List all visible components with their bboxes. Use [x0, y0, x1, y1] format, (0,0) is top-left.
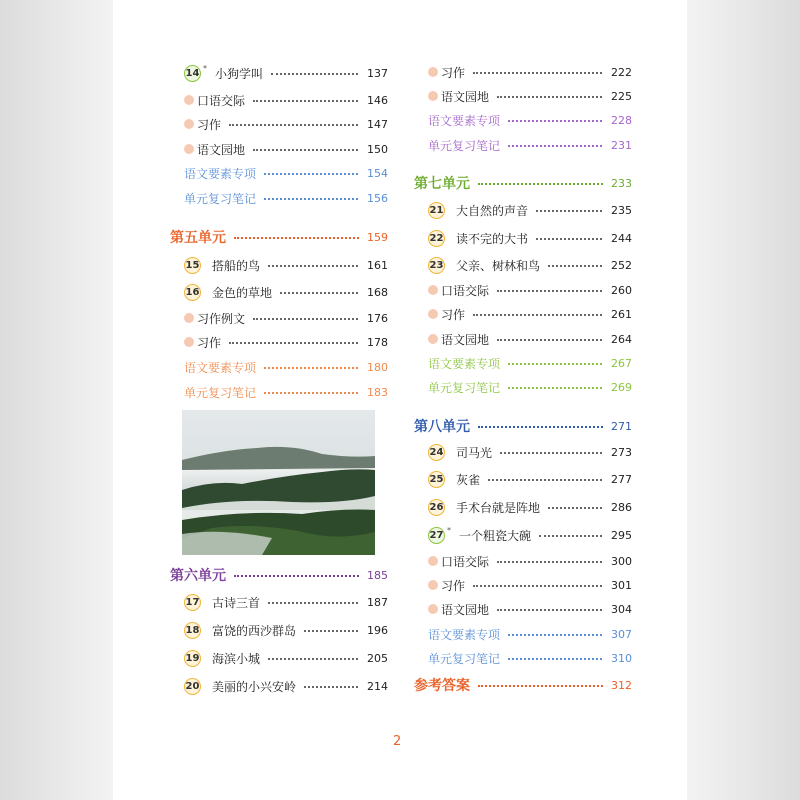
- toc-entry-title: 习作例文: [197, 311, 246, 326]
- toc-entry-title: 语文要素专项: [428, 627, 501, 642]
- toc-entry[interactable]: [428, 201, 632, 219]
- dot-leader: [536, 210, 602, 212]
- toc-page-number: 178: [367, 335, 388, 349]
- toc-entry[interactable]: [184, 115, 388, 133]
- toc-entry[interactable]: [184, 256, 388, 274]
- toc-page-number: 277: [611, 472, 632, 486]
- unit-page-number: 233: [611, 176, 632, 190]
- toc-entry[interactable]: [428, 552, 632, 570]
- toc-page-number: 310: [611, 651, 632, 665]
- toc-entry-special[interactable]: [428, 136, 632, 154]
- toc-entry[interactable]: [184, 621, 388, 639]
- lesson-number-badge: 23: [428, 257, 445, 274]
- toc-entry-title: 习作: [197, 335, 222, 350]
- lesson-number-badge: 26: [428, 499, 445, 516]
- toc-entry[interactable]: [428, 281, 632, 299]
- bullet-dot-icon: [428, 334, 438, 344]
- dot-leader: [497, 561, 602, 563]
- dot-leader: [253, 318, 358, 320]
- toc-entry-title: 一个粗瓷大碗: [459, 528, 532, 543]
- dot-leader: [508, 658, 602, 660]
- toc-page-number: 260: [611, 283, 632, 297]
- toc-entry[interactable]: [428, 443, 632, 461]
- toc-page-number: 183: [367, 385, 388, 399]
- lesson-number-badge: 24: [428, 444, 445, 461]
- dot-leader: [508, 363, 602, 365]
- bullet-dot-icon: [428, 285, 438, 295]
- unit-heading[interactable]: [170, 565, 388, 585]
- toc-page-number: 147: [367, 117, 388, 131]
- dot-leader: [508, 120, 602, 122]
- dot-leader: [508, 387, 602, 389]
- toc-entry-title: 古诗三首: [212, 595, 261, 610]
- toc-entry-title: 父亲、树林和鸟: [456, 258, 541, 273]
- toc-entry-title: 金色的草地: [212, 285, 273, 300]
- dot-leader: [229, 342, 358, 344]
- toc-entry-title: 大自然的声音: [456, 203, 529, 218]
- toc-entry-title: 语文要素专项: [428, 113, 501, 128]
- toc-page-number: 244: [611, 231, 632, 245]
- lesson-number-badge: 25: [428, 471, 445, 488]
- bullet-dot-icon: [428, 580, 438, 590]
- toc-entry-title: 语文要素专项: [184, 166, 257, 181]
- toc-entry-special[interactable]: [428, 378, 632, 396]
- toc-entry-title: 搭船的鸟: [212, 258, 261, 273]
- toc-entry-special[interactable]: [428, 625, 632, 643]
- toc-page-number: 235: [611, 203, 632, 217]
- toc-page-number: 187: [367, 595, 388, 609]
- toc-page-number: 150: [367, 142, 388, 156]
- toc-page-number: 146: [367, 93, 388, 107]
- toc-entry[interactable]: [428, 305, 632, 323]
- toc-entry[interactable]: [428, 229, 632, 247]
- lesson-number-badge: 17: [184, 594, 201, 611]
- dot-leader: [478, 183, 603, 185]
- toc-page-number: 267: [611, 356, 632, 370]
- toc-entry-special[interactable]: [428, 111, 632, 129]
- toc-entry-title: 美丽的小兴安岭: [212, 679, 297, 694]
- bullet-dot-icon: [184, 313, 194, 323]
- bullet-dot-icon: [184, 144, 194, 154]
- optional-star-mark: *: [203, 63, 207, 73]
- toc-page-number: 156: [367, 191, 388, 205]
- toc-entry[interactable]: [428, 63, 632, 81]
- toc-page-number: 252: [611, 258, 632, 272]
- lesson-number-badge: 19: [184, 650, 201, 667]
- toc-page-number: 154: [367, 166, 388, 180]
- toc-entry-title: 口语交际: [197, 93, 246, 108]
- toc-entry[interactable]: [428, 600, 632, 618]
- toc-entry-title: 单元复习笔记: [428, 651, 501, 666]
- toc-entry-special[interactable]: [184, 358, 388, 376]
- lesson-number-badge: 15: [184, 257, 201, 274]
- dot-leader: [268, 658, 358, 660]
- toc-entry-title: 单元复习笔记: [428, 138, 501, 153]
- dot-leader: [548, 507, 602, 509]
- dot-leader: [497, 609, 602, 611]
- dot-leader: [478, 426, 603, 428]
- toc-entry-title: 习作: [441, 65, 466, 80]
- toc-entry-title: 灰雀: [456, 472, 481, 487]
- toc-entry[interactable]: [428, 470, 632, 488]
- unit-page-number: 271: [611, 419, 632, 433]
- toc-entry-special[interactable]: [184, 164, 388, 182]
- toc-entry-title: 习作: [441, 578, 466, 593]
- toc-entry[interactable]: [184, 677, 388, 695]
- bullet-dot-icon: [428, 67, 438, 77]
- toc-entry[interactable]: [184, 64, 388, 82]
- dot-leader: [234, 237, 359, 239]
- toc-page-number: 307: [611, 627, 632, 641]
- toc-entry-title: 口语交际: [441, 283, 490, 298]
- toc-entry[interactable]: [428, 498, 632, 516]
- toc-entry-special[interactable]: [428, 354, 632, 372]
- toc-page-number: 176: [367, 311, 388, 325]
- toc-page-number: 295: [611, 528, 632, 542]
- toc-page-number: 222: [611, 65, 632, 79]
- toc-entry-title: 语文园地: [441, 332, 490, 347]
- unit-heading[interactable]: [414, 416, 632, 436]
- misty-forest-photo: [182, 410, 375, 555]
- toc-entry[interactable]: [428, 87, 632, 105]
- toc-page-number: 286: [611, 500, 632, 514]
- dot-leader: [271, 73, 358, 75]
- bullet-dot-icon: [428, 604, 438, 614]
- toc-entry[interactable]: [428, 576, 632, 594]
- dot-leader: [500, 452, 602, 454]
- unit-page-number: 159: [367, 230, 388, 244]
- toc-entry-title: 语文园地: [441, 602, 490, 617]
- toc-page-number: 228: [611, 113, 632, 127]
- toc-page-number: 269: [611, 380, 632, 394]
- dot-leader: [497, 290, 602, 292]
- toc-page-number: 273: [611, 445, 632, 459]
- unit-title: 第七单元: [414, 176, 470, 192]
- toc-entry-title: 习作: [441, 307, 466, 322]
- dot-leader: [508, 634, 602, 636]
- unit-page-number: 185: [367, 568, 388, 582]
- toc-entry[interactable]: [184, 140, 388, 158]
- dot-leader: [473, 72, 602, 74]
- bullet-dot-icon: [428, 91, 438, 101]
- toc-entry-title: 单元复习笔记: [428, 380, 501, 395]
- toc-entry-title: 手术台就是阵地: [456, 500, 541, 515]
- bullet-dot-icon: [428, 309, 438, 319]
- dot-leader: [497, 96, 602, 98]
- toc-entry-title: 小狗学叫: [215, 66, 264, 81]
- page-number: 2: [393, 734, 402, 749]
- toc-entry-title: 读不完的大书: [456, 231, 529, 246]
- toc-entry-title: 语文园地: [197, 142, 246, 157]
- dot-leader: [264, 173, 358, 175]
- unit-page-number: 312: [611, 678, 632, 692]
- lesson-number-badge: 18: [184, 622, 201, 639]
- dot-leader: [488, 479, 602, 481]
- dot-leader: [473, 314, 602, 316]
- toc-page-number: 161: [367, 258, 388, 272]
- toc-page-number: 137: [367, 66, 388, 80]
- toc-entry[interactable]: [428, 526, 632, 544]
- page-shadow-left: [0, 0, 113, 800]
- toc-page-number: 225: [611, 89, 632, 103]
- toc-page-number: 205: [367, 651, 388, 665]
- toc-entry-title: 单元复习笔记: [184, 385, 257, 400]
- toc-entry-title: 单元复习笔记: [184, 191, 257, 206]
- toc-page-number: 261: [611, 307, 632, 321]
- dot-leader: [304, 630, 358, 632]
- unit-title: 第六单元: [170, 568, 226, 584]
- toc-page-number: 180: [367, 360, 388, 374]
- unit-title: 参考答案: [414, 678, 470, 694]
- toc-entry[interactable]: [428, 256, 632, 274]
- dot-leader: [497, 339, 602, 341]
- dot-leader: [539, 535, 602, 537]
- bullet-dot-icon: [184, 119, 194, 129]
- toc-entry-title: 语文园地: [441, 89, 490, 104]
- answers-heading[interactable]: [414, 675, 632, 695]
- toc-entry-special[interactable]: [428, 649, 632, 667]
- toc-page-number: 196: [367, 623, 388, 637]
- toc-entry[interactable]: [428, 330, 632, 348]
- toc-entry-title: 口语交际: [441, 554, 490, 569]
- toc-entry[interactable]: [184, 593, 388, 611]
- toc-entry-title: 语文要素专项: [428, 356, 501, 371]
- toc-entry-title: 语文要素专项: [184, 360, 257, 375]
- lesson-number-badge: 21: [428, 202, 445, 219]
- unit-heading[interactable]: [414, 173, 632, 193]
- toc-entry-special[interactable]: [184, 383, 388, 401]
- dot-leader: [253, 149, 358, 151]
- dot-leader: [234, 575, 359, 577]
- dot-leader: [264, 198, 358, 200]
- lesson-number-badge: 20: [184, 678, 201, 695]
- toc-entry[interactable]: [184, 333, 388, 351]
- toc-page-number: 301: [611, 578, 632, 592]
- bullet-dot-icon: [428, 556, 438, 566]
- dot-leader: [229, 124, 358, 126]
- toc-page-number: 168: [367, 285, 388, 299]
- toc-entry[interactable]: [184, 91, 388, 109]
- dot-leader: [508, 145, 602, 147]
- page-shadow-right: [687, 0, 800, 800]
- dot-leader: [280, 292, 358, 294]
- toc-page-number: 304: [611, 602, 632, 616]
- lesson-number-badge: 16: [184, 284, 201, 301]
- dot-leader: [473, 585, 602, 587]
- dot-leader: [548, 265, 602, 267]
- bullet-dot-icon: [184, 337, 194, 347]
- toc-entry[interactable]: [184, 649, 388, 667]
- toc-page-number: 264: [611, 332, 632, 346]
- toc-entry-title: 习作: [197, 117, 222, 132]
- toc-page-number: 231: [611, 138, 632, 152]
- toc-entry-title: 司马光: [456, 445, 493, 460]
- toc-page-number: 214: [367, 679, 388, 693]
- dot-leader: [264, 392, 358, 394]
- dot-leader: [264, 367, 358, 369]
- unit-title: 第五单元: [170, 230, 226, 246]
- unit-title: 第八单元: [414, 419, 470, 435]
- dot-leader: [536, 238, 602, 240]
- dot-leader: [478, 685, 603, 687]
- toc-page-number: 300: [611, 554, 632, 568]
- dot-leader: [268, 602, 358, 604]
- lesson-number-badge: 22: [428, 230, 445, 247]
- dot-leader: [304, 686, 358, 688]
- toc-entry-special[interactable]: [184, 189, 388, 207]
- dot-leader: [253, 100, 358, 102]
- toc-entry-title: 海滨小城: [212, 651, 261, 666]
- toc-entry[interactable]: [184, 309, 388, 327]
- toc-entry-title: 富饶的西沙群岛: [212, 623, 297, 638]
- lesson-number-badge: 14: [184, 65, 201, 82]
- optional-star-mark: *: [447, 525, 451, 535]
- lesson-number-badge: 27: [428, 527, 445, 544]
- unit-heading[interactable]: [170, 227, 388, 247]
- dot-leader: [268, 265, 358, 267]
- bullet-dot-icon: [184, 95, 194, 105]
- toc-entry[interactable]: [184, 283, 388, 301]
